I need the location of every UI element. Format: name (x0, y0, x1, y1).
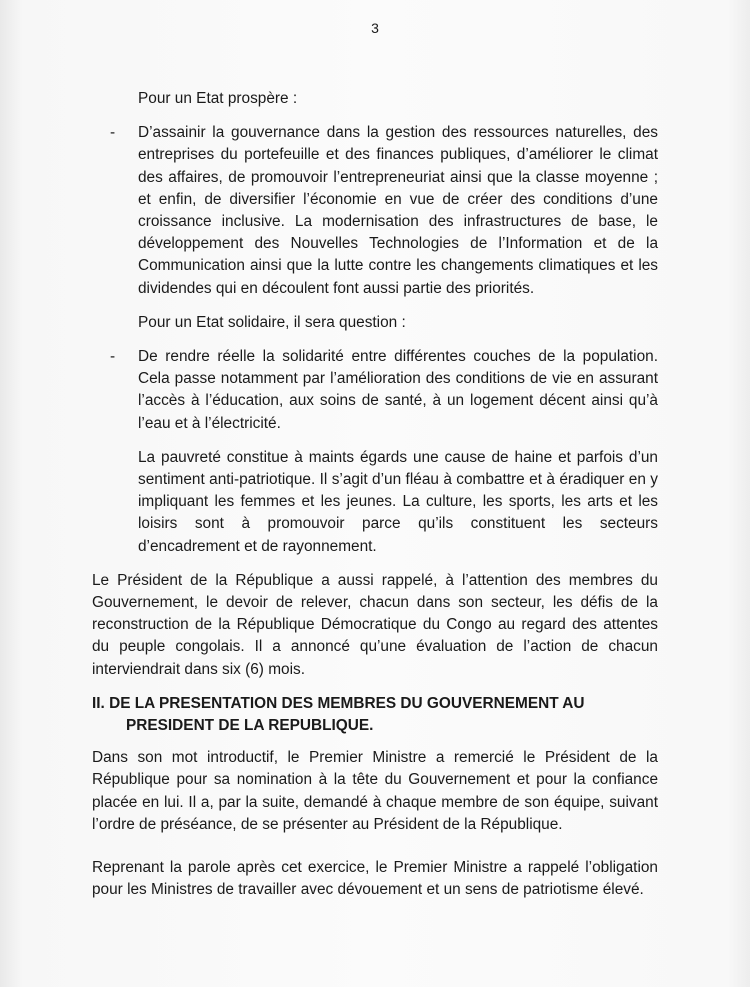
president-paragraph: Le Président de la République a aussi rappelé, à l’attention des membres du Gouvernement, le devoir de relever, chacun dans son secteur, les défis de la reconstruction de la République Démocratique du Congo au regard des attentes du peuple congolais. Il a annoncé qu’une évaluation de l’action de chacun interviendrait dans six (6) mois. (92, 571, 658, 678)
closing-paragraph: Reprenant la parole après cet exercice, le Premier Ministre a rappelé l’obligation pour les Ministres de travailler avec dévouement et un sens de patriotisme élevé. (92, 859, 658, 899)
document-body (92, 88, 658, 914)
bullet-solidarity-state (92, 346, 658, 435)
poverty-paragraph: La pauvreté constitue à maints égards une cause de haine et parfois d’un sentiment anti-patriotique. Il s’agit d’un fléau à combattre et à éradiquer en y impliquant les femmes et les jeunes. La culture, les sports, les arts et les loisirs sont à promouvoir parce qu’ils constituent les secteurs d’encadrement et de rayonnement. (138, 448, 658, 555)
lead-solidarity-state: Pour un Etat solidaire, il sera question : (138, 313, 406, 331)
section-heading-presentation: II. DE LA PRESENTATION DES MEMBRES DU GOUVERNEMENT AU PRESIDENT DE LA REPUBLIQUE. (92, 694, 585, 735)
bullet-prosperous-text: D’assainir la gouvernance dans la gestion des ressources naturelles, des entreprises du portefeuille et des finances publiques, d’améliorer le climat des affaires, de promouvoir l’entrepreneuriat ainsi que la classe moyenne ; et enfin, de diversifier l’économie en vue de créer des conditions d’une croissance inclusive. La modernisation des infrastructures de base, le développement des Nouvelles Technologies de l’Information et de la Communication ainsi que la lutte contre les changements climatiques et les dividendes qui en découlent font aussi partie des priorités. (138, 124, 658, 297)
bullet-prosperous-state (92, 122, 658, 300)
bullet-solidarity-text: De rendre réelle la solidarité entre différentes couches de la population. Cela passe notamment par l’amélioration des conditions de vie en assurant l’accès à l’éducation, aux soins de santé, à un logement décent ainsi qu’à l’eau et à l’électricité. (138, 348, 658, 432)
bullet-dash: - (110, 124, 116, 142)
bullet-dash: - (110, 348, 116, 366)
intro-paragraph: Dans son mot introductif, le Premier Ministre a remercié le Président de la République pour sa nomination à la tête du Gouvernement et pour la confiance placée en lui. Il a, par la suite, demandé à chaque membre de son équipe, suivant l’ordre de préséance, de se présenter au Président de la République. (92, 749, 658, 833)
page-number: 3 (371, 20, 379, 36)
lead-prosperous-state: Pour un Etat prospère : (138, 90, 298, 107)
